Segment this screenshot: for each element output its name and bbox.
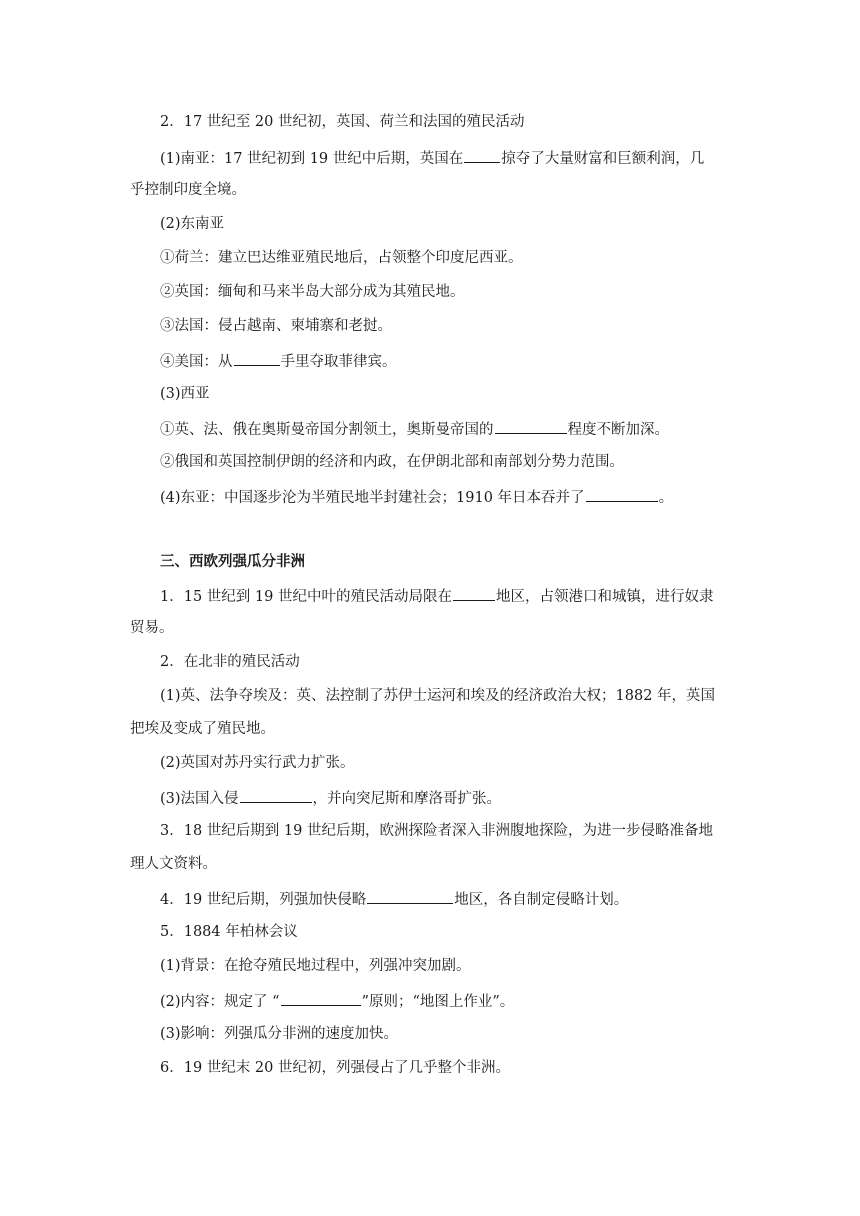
fill-blank[interactable]: [240, 787, 312, 803]
text-line: 贸易。: [130, 620, 174, 636]
text-line: (4)东亚：中国逐步沦为半殖民地半封建社会；1910 年日本吞并了 。: [160, 486, 770, 508]
text-line: (3)法国入侵 ，并向突尼斯和摩洛哥扩张。: [160, 787, 770, 809]
text-line: 1．15 世纪到 19 世纪中叶的殖民活动局限在 地区，占领港口和城镇，进行奴隶: [160, 585, 770, 607]
text-line: 把埃及变成了殖民地。: [130, 721, 275, 737]
text-line: 6．19 世纪末 20 世纪初，列强侵占了几乎整个非洲。: [160, 1060, 510, 1076]
text-line: ②俄国和英国控制伊朗的经济和内政，在伊朗北部和南部划分势力范围。: [160, 454, 624, 470]
text-line: (3)影响：列强瓜分非洲的速度加快。: [160, 1026, 399, 1042]
text-line: (2)东南亚: [160, 216, 225, 232]
fill-blank[interactable]: [495, 418, 567, 434]
text-line: 理人文资料。: [130, 856, 217, 872]
text-line: 4．19 世纪后期，列强加快侵略 地区，各自制定侵略计划。: [160, 888, 770, 910]
text-line: ①英、法、俄在奥斯曼帝国分割领土，奥斯曼帝国的 程度不断加深。: [160, 418, 770, 440]
fill-blank[interactable]: [464, 147, 500, 163]
fill-blank[interactable]: [367, 888, 453, 904]
text-line: (1)英、法争夺埃及：英、法控制了苏伊士运河和埃及的经济政治大权；1882 年，英国: [160, 688, 716, 704]
text-line: 3．18 世纪后期到 19 世纪后期，欧洲探险者深入非洲腹地探险，为进一步侵略准备地: [160, 823, 713, 839]
fill-blank[interactable]: [586, 486, 658, 502]
text-line: (3)西亚: [160, 386, 210, 402]
text-line: 2．17 世纪至 20 世纪初，英国、荷兰和法国的殖民活动: [160, 114, 525, 130]
text-line: ③法国：侵占越南、柬埔寨和老挝。: [160, 318, 392, 334]
text-line: 5．1884 年柏林会议: [160, 924, 298, 940]
section-heading: 三、西欧列强瓜分非洲: [160, 554, 305, 570]
text-line: (1)背景：在抢夺殖民地过程中，列强冲突加剧。: [160, 958, 471, 974]
text-line: 2．在北非的殖民活动: [160, 654, 300, 670]
fill-blank[interactable]: [234, 350, 280, 366]
text-line: ①荷兰：建立巴达维亚殖民地后，占领整个印度尼西亚。: [160, 250, 523, 266]
text-line: (2)英国对苏丹实行武力扩张。: [160, 755, 355, 771]
text-line: ②英国：缅甸和马来半岛大部分成为其殖民地。: [160, 284, 465, 300]
fill-blank[interactable]: [281, 990, 361, 1006]
text-line: 乎控制印度全境。: [130, 182, 246, 198]
text-line: ④美国：从 手里夺取菲律宾。: [160, 350, 770, 372]
text-line: (1)南亚：17 世纪初到 19 世纪中后期，英国在 掠夺了大量财富和巨额利润，几: [160, 147, 770, 169]
text-line: (2)内容：规定了 “ ”原则；“地图上作业”。: [160, 990, 770, 1012]
fill-blank[interactable]: [453, 585, 495, 601]
